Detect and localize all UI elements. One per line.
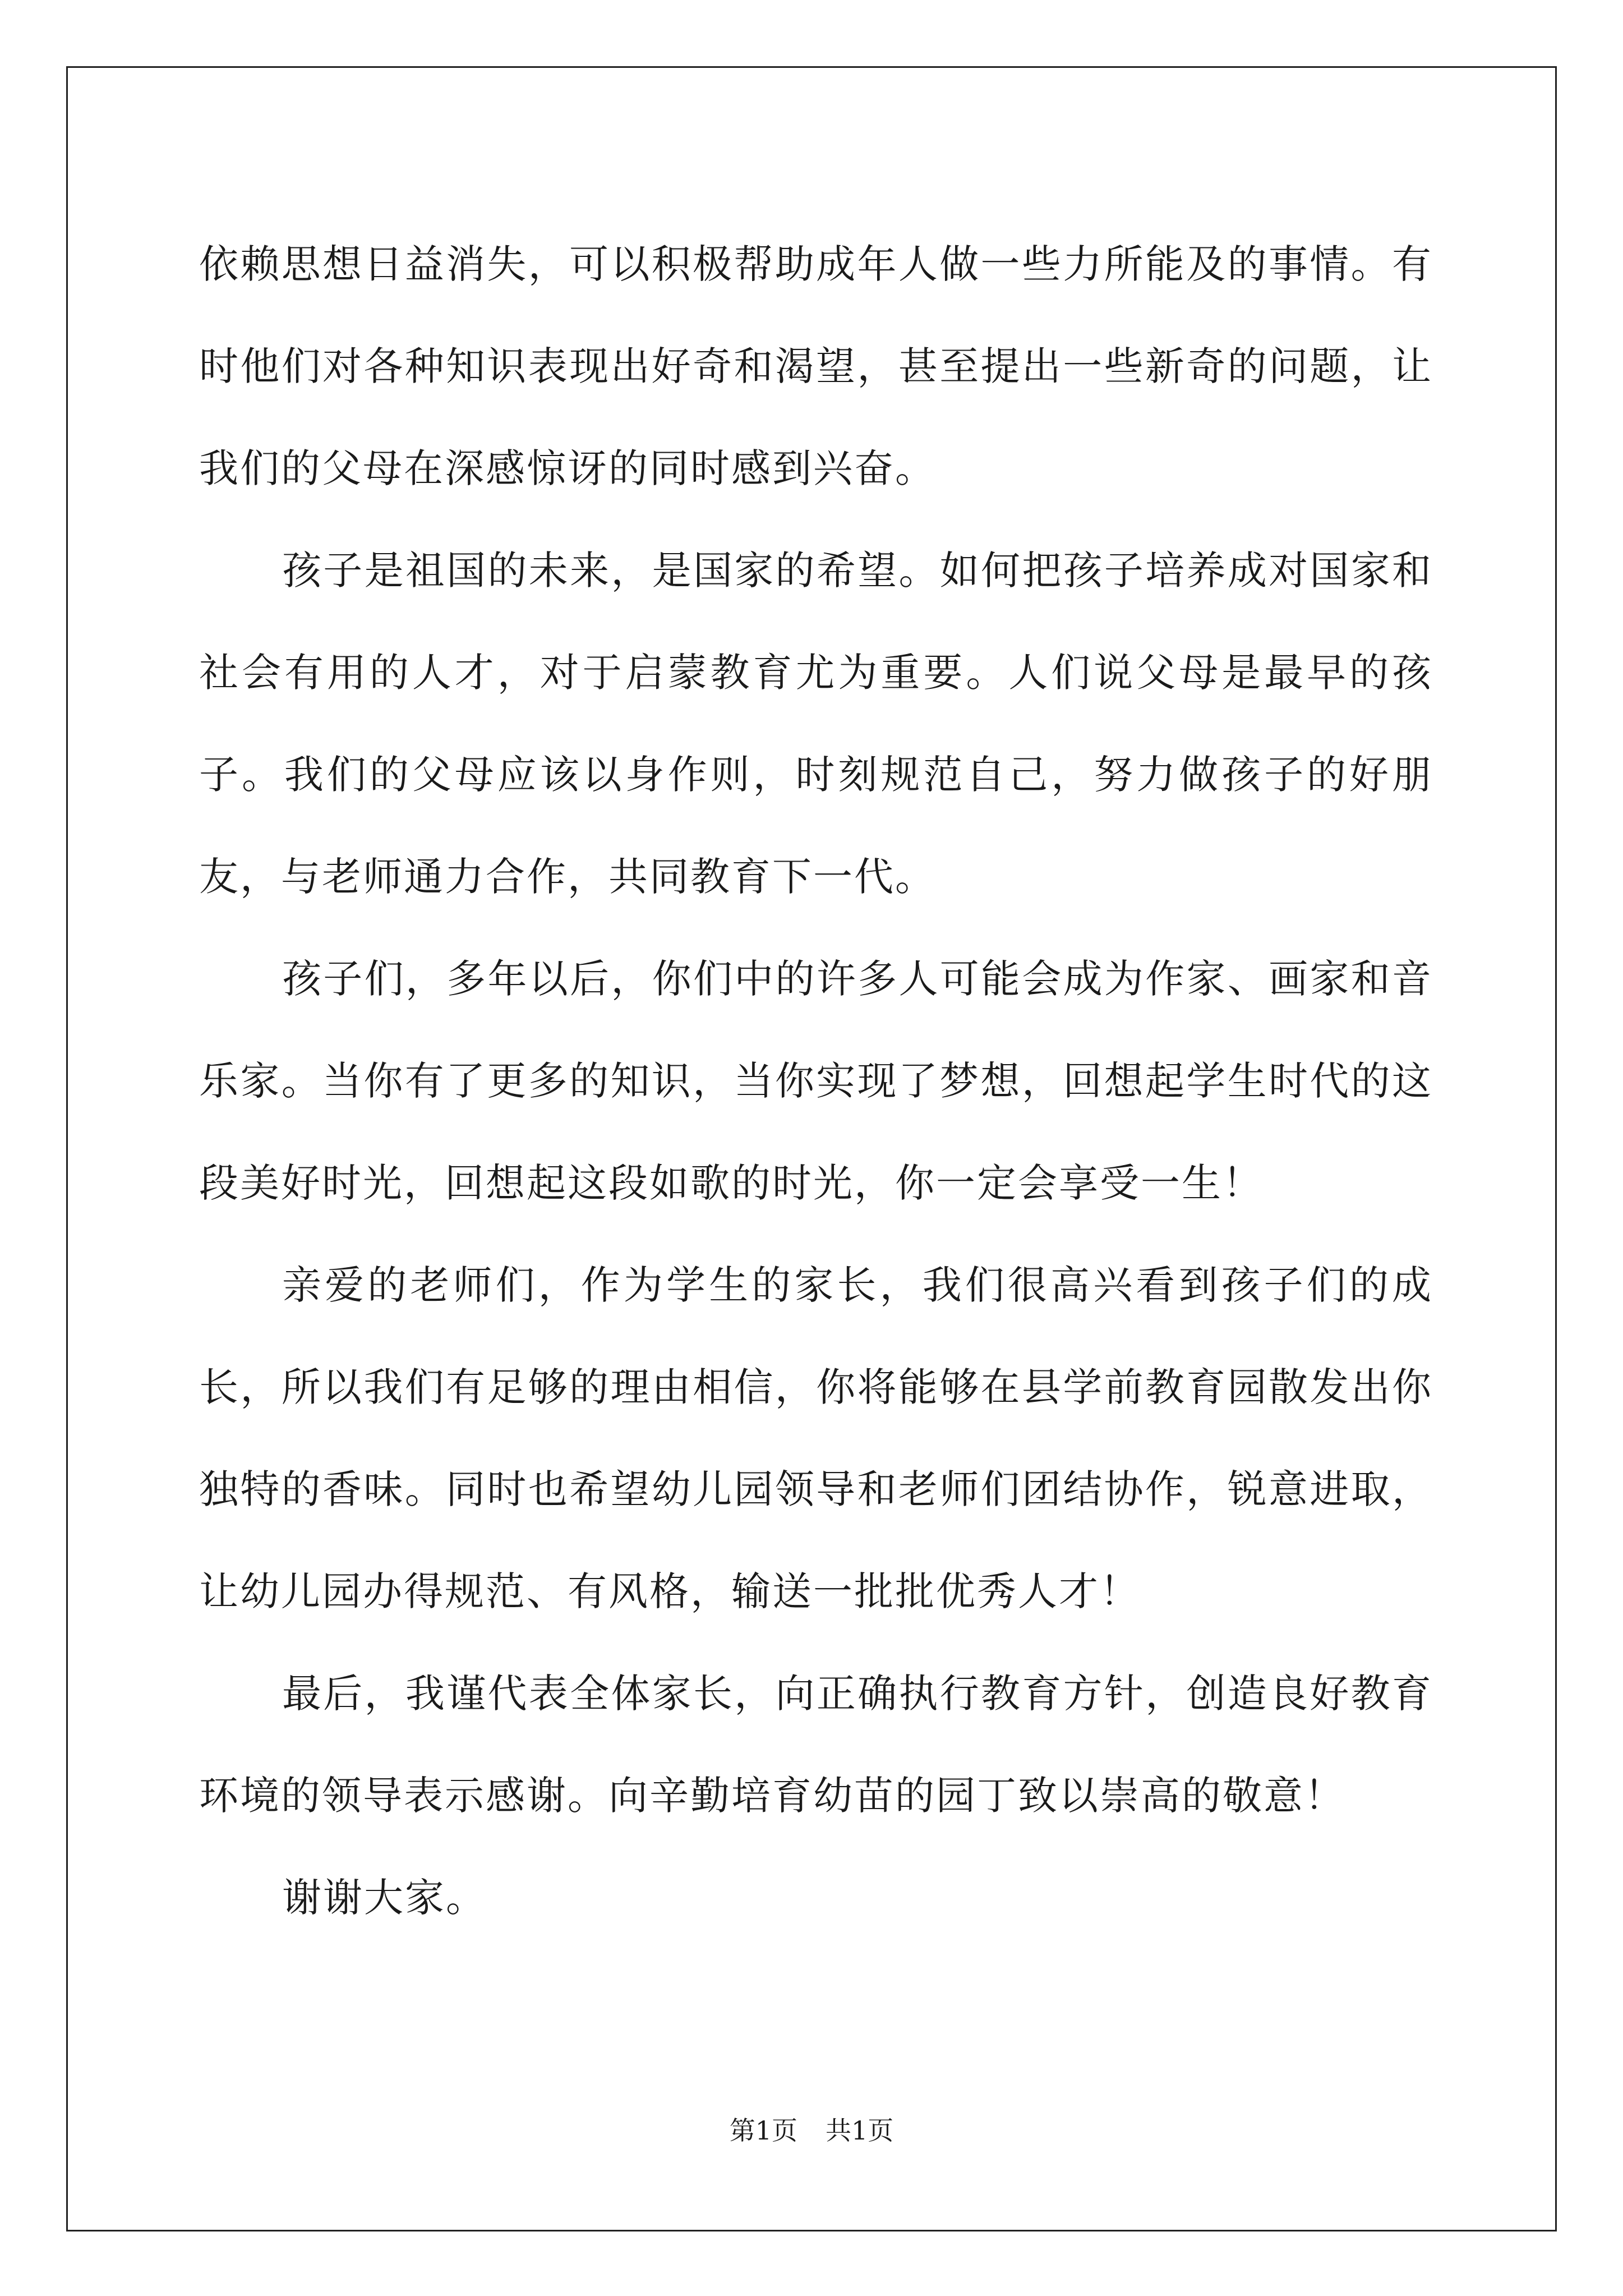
- paragraph-2: 孩子是祖国的未来，是国家的希望。如何把孩子培养成对国家和社会有用的人才，对于启蒙教育尤为重要。人们说父母是最早的孩子。我们的父母应该以身作则，时刻规范自己，努力做孩子的好朋友，与老师通力合作，共同教育下一代。: [199, 547, 1433, 900]
- paragraph-5: 最后，我谨代表全体家长，向正确执行教育方针，创造良好教育环境的领导表示感谢。向辛勤培育幼苗的园丁致以崇高的敬意！: [199, 1671, 1433, 1819]
- page-number: 第1页: [729, 2115, 797, 2146]
- paragraph-1: 依赖思想日益消失，可以积极帮助成年人做一些力所能及的事情。有时他们对各种知识表现出好奇和渴望，甚至提出一些新奇的问题，让我们的父母在深感惊讶的同时感到兴奋。: [199, 241, 1433, 491]
- page-footer: [0, 2114, 1623, 2147]
- paragraph-4: 亲爱的老师们，作为学生的家长，我们很高兴看到孩子们的成长，所以我们有足够的理由相信，你将能够在县学前教育园散发出你独特的香味。同时也希望幼儿园领导和老师们团结协作，锐意进取，让幼儿园办得规范、有风格，输送一批批优秀人才！: [199, 1262, 1433, 1614]
- paragraph-6: 谢谢大家。: [282, 1875, 487, 1921]
- page-total: 共1页: [826, 2115, 894, 2146]
- document-body: [199, 213, 1433, 1949]
- paragraph-3: 孩子们，多年以后，你们中的许多人可能会成为作家、画家和音乐家。当你有了更多的知识，当你实现了梦想，回想起学生时代的这段美好时光，回想起这段如歌的时光，你一定会享受一生！: [199, 956, 1433, 1206]
